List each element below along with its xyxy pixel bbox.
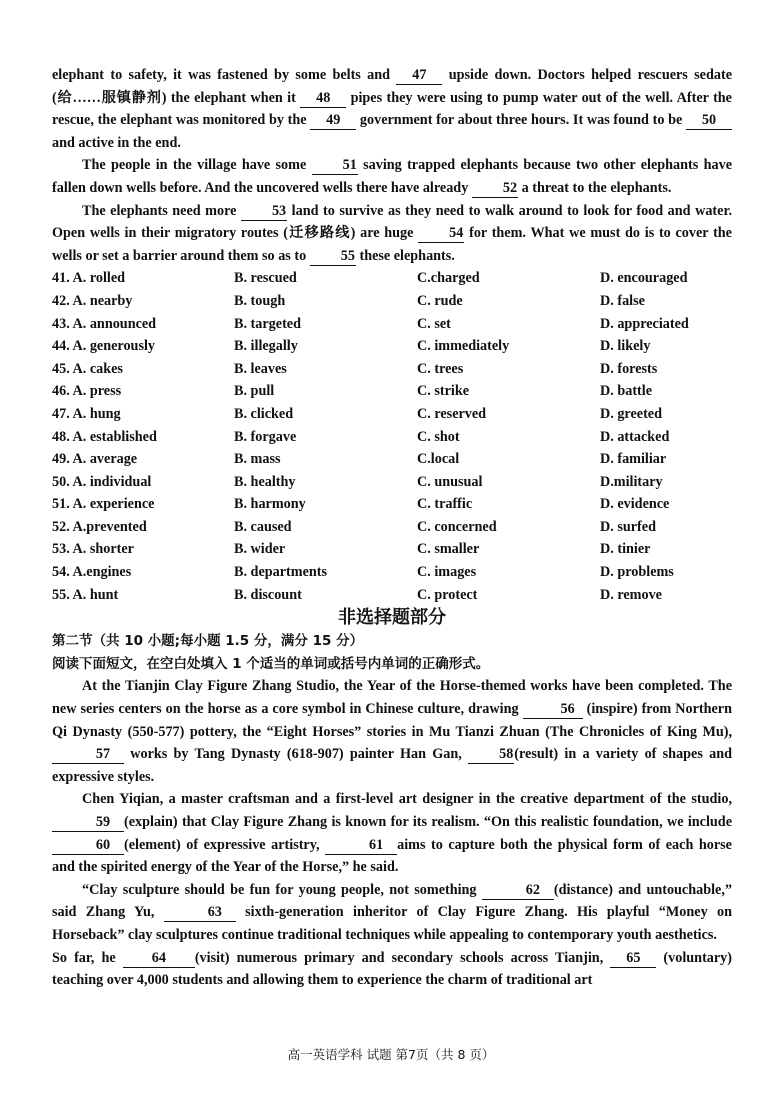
option-b: B. rescued: [234, 270, 297, 287]
text-run: At the Tianjin Clay Figure Zhang Studio, the Year of the Horse-themed works have been completed. The new series centers on the horse as a core symbol in Chinese culture, drawing: [52, 678, 732, 718]
option-c: C. set: [417, 315, 451, 332]
option-d: D. likely: [600, 338, 651, 355]
blank-65: 65: [610, 950, 656, 968]
passage2-paragraph-1: [52, 675, 732, 788]
option-c: C. strike: [417, 383, 470, 400]
option-d: D.military: [600, 473, 663, 490]
option-a: 50. A. individual: [52, 473, 152, 490]
option-row: [52, 471, 732, 494]
passage1-paragraph-2: [52, 154, 732, 199]
option-row: [52, 290, 732, 313]
blank-63: 63: [164, 904, 236, 922]
text-run: (distance) and untouchable,” said Zhang Yu,: [52, 881, 732, 921]
option-d: D. greeted: [600, 405, 662, 422]
option-d: D. encouraged: [600, 270, 688, 287]
option-c: C. shot: [417, 428, 460, 445]
blank-50: 50: [686, 112, 732, 130]
text-run: a threat to the elephants.: [518, 179, 672, 196]
option-row: [52, 516, 732, 539]
blank-62: 62: [482, 882, 554, 900]
option-d: D. forests: [600, 360, 658, 377]
option-d: D. tinier: [600, 541, 651, 558]
blank-47: 47: [396, 67, 442, 85]
option-b: B. caused: [234, 518, 292, 535]
option-a: 51. A. experience: [52, 496, 155, 513]
passage1-paragraph-3: [52, 200, 732, 268]
text-run: “Clay sculpture should be fun for young people, not something: [82, 881, 482, 898]
blank-51: 51: [312, 157, 358, 175]
blank-49: 49: [310, 112, 356, 130]
text-run: pipes they were using to pump water out of the well. After the rescue, the elephant was monitored by the: [52, 89, 732, 129]
text-run: saving trapped elephants because two other elephants have fallen down wells before. And the uncovered wells there have already: [52, 157, 732, 196]
option-c: C. traffic: [417, 496, 473, 513]
text-run: (explain) that Clay Figure Zhang is known for its realism. “On this realistic foundation, we include: [124, 814, 732, 830]
option-b: B. wider: [234, 541, 286, 558]
answer-options: [52, 267, 732, 606]
option-b: B. leaves: [234, 360, 287, 377]
option-d: D. attacked: [600, 428, 670, 445]
text-run: land to survive as they need to walk around to look for food and water. Open wells in their migratory routes (迁移路线) are huge: [52, 202, 732, 242]
text-run: Chen Yiqian, a master craftsman and a first-level art designer in the creative department of the studio,: [82, 791, 732, 808]
text-run: (element) of expressive artistry,: [124, 836, 326, 853]
option-b: B. targeted: [234, 315, 301, 332]
option-row: [52, 584, 732, 607]
option-c: C. reserved: [417, 405, 487, 422]
option-row: [52, 561, 732, 584]
text-run: The people in the village have some: [82, 157, 312, 174]
option-d: D. appreciated: [600, 315, 689, 332]
option-d: D. battle: [600, 383, 653, 400]
option-row: [52, 335, 732, 358]
section-heading: 第二节（共 10 小题;每小题 1.5 分，满分 15 分）: [52, 633, 364, 650]
text-run: these elephants.: [355, 247, 455, 264]
option-b: B. discount: [234, 586, 302, 603]
option-c: C. images: [417, 564, 477, 581]
option-a: 54. A.engines: [52, 564, 132, 581]
blank-58: 58: [468, 746, 514, 764]
section-instruction: 阅读下面短文，在空白处填入 1 个适当的单词或括号内单词的正确形式。: [52, 655, 490, 672]
option-c: C. trees: [417, 360, 464, 377]
option-row: [52, 538, 732, 561]
text-run: sixth-generation inheritor of Clay Figure Zhang. His playful “Money on Horseback” clay sculptures continue traditional techniques while appealing to contemporary youth aesthetics.: [52, 904, 732, 943]
blank-60: 60: [52, 837, 124, 855]
option-row: [52, 358, 732, 381]
passage2-paragraph-4: [52, 947, 732, 992]
option-b: B. harmony: [234, 496, 306, 513]
option-b: B. departments: [234, 564, 328, 581]
blank-59: 59: [52, 814, 124, 832]
text-run: for them. What we must do is to cover the wells or set a barrier around them so as to: [52, 225, 732, 264]
option-b: B. pull: [234, 383, 275, 400]
blank-54: 54: [418, 225, 464, 243]
exam-page: [52, 64, 732, 992]
blank-48: 48: [300, 90, 346, 108]
option-b: B. tough: [234, 292, 286, 309]
option-b: B. forgave: [234, 428, 297, 445]
option-b: B. mass: [234, 451, 281, 468]
text-run: aims to capture both the physical form of each horse and the spirited energy of the Year of the Horse,” he said.: [52, 836, 732, 876]
section-title: 非选择题部分: [338, 607, 446, 629]
text-run: and active in the end.: [52, 134, 181, 151]
text-run: So far, he: [52, 949, 123, 966]
option-a: 48. A. established: [52, 428, 157, 445]
option-c: C. unusual: [417, 473, 483, 490]
option-row: [52, 403, 732, 426]
passage2-paragraph-3: [52, 879, 732, 947]
blank-55: 55: [310, 248, 356, 266]
option-a: 52. A.prevented: [52, 518, 147, 535]
option-row: [52, 380, 732, 403]
text-run: (visit) numerous primary and secondary schools across Tianjin,: [194, 949, 611, 966]
blank-61: 61: [325, 837, 397, 855]
option-c: C. rude: [417, 292, 463, 309]
passage1-paragraph-1: [52, 64, 732, 154]
text-run: works by Tang Dynasty (618-907) painter Han Gan,: [124, 746, 469, 763]
option-a: 55. A. hunt: [52, 586, 119, 603]
text-run: upside down. Doctors helped rescuers sedate (给……服镇静剂) the elephant when it: [52, 67, 732, 106]
option-c: C. smaller: [417, 541, 480, 558]
option-row: [52, 313, 732, 336]
option-d: D. evidence: [600, 496, 670, 513]
option-row: [52, 493, 732, 516]
text-run: government for about three hours. It was found to be: [356, 112, 686, 129]
option-row: [52, 426, 732, 449]
option-d: D. problems: [600, 564, 674, 581]
option-b: B. illegally: [234, 338, 298, 355]
blank-56: 56: [523, 701, 583, 719]
text-run: elephant to safety, it was fastened by some belts and: [52, 67, 397, 83]
blank-57: 57: [52, 746, 124, 764]
blank-53: 53: [241, 203, 287, 221]
option-c: C. immediately: [417, 338, 510, 355]
option-a: 41. A. rolled: [52, 270, 126, 287]
passage2-paragraph-2: [52, 788, 732, 878]
option-c: C. concerned: [417, 518, 497, 535]
text-run: (result) in a variety of shapes and expressive styles.: [52, 746, 732, 785]
option-a: 47. A. hung: [52, 405, 121, 422]
option-a: 42. A. nearby: [52, 292, 133, 309]
option-a: 46. A. press: [52, 383, 122, 400]
option-a: 49. A. average: [52, 451, 138, 468]
option-a: 44. A. generously: [52, 338, 155, 355]
text-run: The elephants need more: [82, 202, 241, 219]
option-c: C. protect: [417, 586, 478, 603]
option-a: 43. A. announced: [52, 315, 157, 332]
option-row: [52, 267, 732, 290]
option-b: B. clicked: [234, 405, 294, 422]
text-run: (voluntary) teaching over 4,000 students and allowing them to experience the charm of traditional art: [52, 949, 733, 989]
blank-52: 52: [472, 180, 518, 198]
option-row: [52, 448, 732, 471]
option-c: C.local: [417, 451, 460, 468]
option-d: D. remove: [600, 586, 662, 603]
option-a: 53. A. shorter: [52, 541, 134, 558]
text-run: (inspire) from Northern Qi Dynasty (550-577) pottery, the “Eight Horses” stories in Mu Tianzi Zhuan (The Chronicles of King Mu),: [52, 701, 732, 740]
option-b: B. healthy: [234, 473, 296, 490]
option-d: D. surfed: [600, 518, 656, 535]
option-a: 45. A. cakes: [52, 360, 123, 377]
option-c: C.charged: [417, 270, 480, 287]
blank-64: 64: [123, 950, 195, 968]
option-d: D. false: [600, 292, 645, 309]
option-d: D. familiar: [600, 451, 667, 468]
page-footer: 高一英语学科 试题 第7页（共 8 页）: [287, 1047, 495, 1062]
